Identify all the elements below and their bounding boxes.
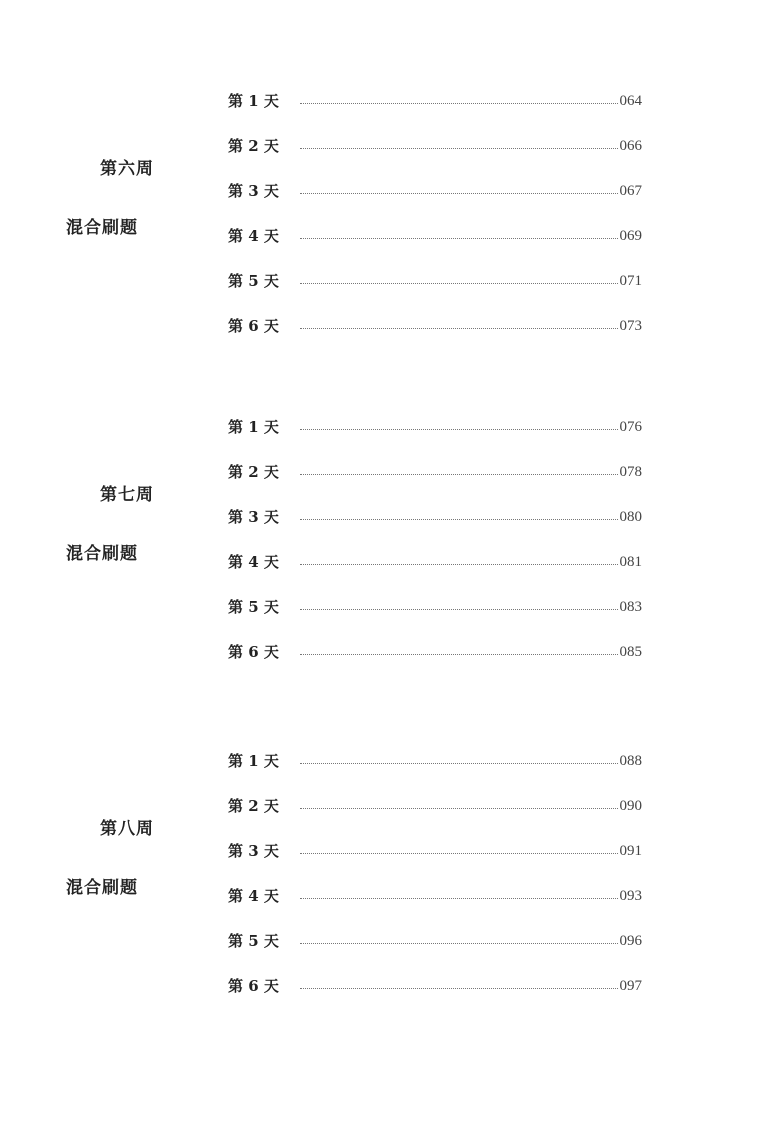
toc-entry-label: 第 3 天 — [228, 508, 279, 526]
toc-entry-label: 第 5 天 — [228, 932, 279, 950]
toc-entry-label: 第 5 天 — [228, 598, 279, 616]
dot-leader — [300, 283, 618, 284]
toc-entry[interactable] — [228, 268, 642, 290]
toc-entry-label: 第 4 天 — [228, 553, 279, 571]
toc-entry-page: 066 — [619, 138, 642, 154]
toc-entry-label: 第 1 天 — [228, 752, 279, 770]
toc-entry-label: 第 2 天 — [228, 137, 279, 155]
week-subtitle: 混合刷题 — [66, 544, 138, 564]
dot-leader — [300, 564, 618, 565]
dot-leader — [300, 474, 618, 475]
dot-leader — [300, 853, 618, 854]
toc-entry[interactable] — [228, 504, 642, 526]
week-title: 第八周 — [100, 819, 154, 839]
toc-entry[interactable] — [228, 133, 642, 155]
toc-entry[interactable] — [228, 223, 642, 245]
toc-entry-page: 090 — [619, 798, 642, 814]
toc-entry-label: 第 2 天 — [228, 463, 279, 481]
toc-entry-label: 第 1 天 — [228, 418, 279, 436]
dot-leader — [300, 148, 618, 149]
toc-entry-page: 085 — [619, 644, 642, 660]
toc-entry-page: 064 — [619, 93, 642, 109]
toc-entry-page: 097 — [619, 978, 642, 994]
dot-leader — [300, 808, 618, 809]
dot-leader — [300, 609, 618, 610]
dot-leader — [300, 429, 618, 430]
toc-entry[interactable] — [228, 459, 642, 481]
toc-entry-label: 第 5 天 — [228, 272, 279, 290]
toc-entry-page: 093 — [619, 888, 642, 904]
toc-entry-page: 096 — [619, 933, 642, 949]
toc-entry-label: 第 3 天 — [228, 182, 279, 200]
toc-entry[interactable] — [228, 639, 642, 661]
week-section-8 — [0, 660, 761, 995]
toc-entry[interactable] — [228, 594, 642, 616]
toc-entry-page: 067 — [619, 183, 642, 199]
week-subtitle: 混合刷题 — [66, 218, 138, 238]
dot-leader — [300, 238, 618, 239]
week-section-7 — [0, 326, 761, 661]
toc-entry[interactable] — [228, 178, 642, 200]
toc-entry-label: 第 1 天 — [228, 92, 279, 110]
toc-entry[interactable] — [228, 838, 642, 860]
toc-entry-label: 第 6 天 — [228, 317, 279, 335]
dot-leader — [300, 193, 618, 194]
dot-leader — [300, 988, 618, 989]
toc-entry[interactable] — [228, 549, 642, 571]
dot-leader — [300, 943, 618, 944]
toc-entry-page: 083 — [619, 599, 642, 615]
week-subtitle: 混合刷题 — [66, 878, 138, 898]
toc-entry-page: 091 — [619, 843, 642, 859]
toc-entry-label: 第 4 天 — [228, 227, 279, 245]
toc-entry-label: 第 4 天 — [228, 887, 279, 905]
toc-entry[interactable] — [228, 883, 642, 905]
toc-entry-label: 第 6 天 — [228, 643, 279, 661]
toc-entry[interactable] — [228, 748, 642, 770]
toc-entry-page: 078 — [619, 464, 642, 480]
toc-entry-page: 088 — [619, 753, 642, 769]
toc-entry-label: 第 2 天 — [228, 797, 279, 815]
week-title: 第七周 — [100, 485, 154, 505]
toc-entry[interactable] — [228, 793, 642, 815]
toc-entry-page: 071 — [619, 273, 642, 289]
dot-leader — [300, 519, 618, 520]
toc-entry-page: 081 — [619, 554, 642, 570]
dot-leader — [300, 763, 618, 764]
week-title: 第六周 — [100, 159, 154, 179]
toc-entry-label: 第 3 天 — [228, 842, 279, 860]
toc-entry[interactable] — [228, 414, 642, 436]
toc-entry-page: 069 — [619, 228, 642, 244]
dot-leader — [300, 654, 618, 655]
week-section-6 — [0, 0, 761, 335]
toc-entry[interactable] — [228, 88, 642, 110]
toc-entry-page: 076 — [619, 419, 642, 435]
toc-entry-page: 073 — [619, 318, 642, 334]
dot-leader — [300, 103, 618, 104]
toc-entry-page: 080 — [619, 509, 642, 525]
dot-leader — [300, 898, 618, 899]
toc-entry[interactable] — [228, 928, 642, 950]
toc-entry-label: 第 6 天 — [228, 977, 279, 995]
toc-entry[interactable] — [228, 973, 642, 995]
